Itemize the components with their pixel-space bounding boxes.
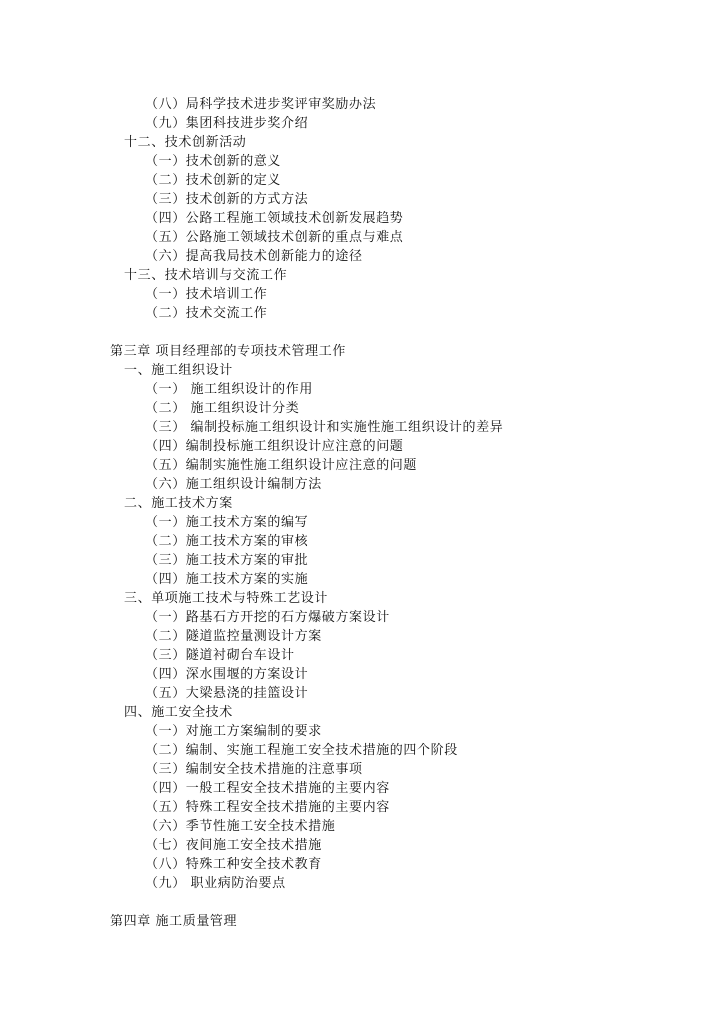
toc-entry: （五）编制实施性施工组织设计应注意的问题 — [145, 458, 418, 473]
chapter-heading: 第三章 项目经理部的专项技术管理工作 — [110, 344, 346, 359]
toc-entry: （六）施工组织设计编制方法 — [145, 477, 322, 492]
toc-entry: （五）大梁悬浇的挂篮设计 — [145, 686, 309, 701]
toc-section-heading: 三、单项施工技术与特殊工艺设计 — [124, 591, 329, 606]
toc-entry: （九）集团科技进步奖介绍 — [145, 116, 309, 131]
toc-entry: （八）局科学技术进步奖评审奖励办法 — [145, 97, 377, 112]
toc-entry: （九） 职业病防治要点 — [145, 876, 286, 891]
toc-section-heading: 十三、技术培训与交流工作 — [124, 268, 288, 283]
toc-entry: （一）技术培训工作 — [145, 287, 268, 302]
toc-entry: （四）一般工程安全技术措施的主要内容 — [145, 781, 390, 796]
chapter-heading: 第四章 施工质量管理 — [110, 914, 238, 929]
toc-entry: （四）公路工程施工领域技术创新发展趋势 — [145, 211, 404, 226]
toc-entry: （三） 编制投标施工组织设计和实施性施工组织设计的差异 — [145, 420, 504, 435]
toc-entry: （三）编制安全技术措施的注意事项 — [145, 762, 363, 777]
toc-section-heading: 二、施工技术方案 — [124, 496, 233, 511]
toc-section-heading: 一、施工组织设计 — [124, 363, 233, 378]
toc-entry: （二）隧道监控量测设计方案 — [145, 629, 322, 644]
toc-entry: （四）施工技术方案的实施 — [145, 572, 309, 587]
toc-entry: （四）深水围堰的方案设计 — [145, 667, 309, 682]
toc-entry: （二） 施工组织设计分类 — [145, 401, 300, 416]
toc-entry: （一）对施工方案编制的要求 — [145, 724, 322, 739]
toc-entry: （六）提高我局技术创新能力的途径 — [145, 249, 363, 264]
toc-entry: （六）季节性施工安全技术措施 — [145, 819, 336, 834]
toc-entry: （二）技术创新的定义 — [145, 173, 282, 188]
toc-entry: （一） 施工组织设计的作用 — [145, 382, 313, 397]
toc-entry: （八）特殊工种安全技术教育 — [145, 857, 322, 872]
toc-entry: （七）夜间施工安全技术措施 — [145, 838, 322, 853]
toc-entry: （二）技术交流工作 — [145, 306, 268, 321]
toc-entry: （一）施工技术方案的编写 — [145, 515, 309, 530]
toc-entry: （四）编制投标施工组织设计应注意的问题 — [145, 439, 404, 454]
toc-entry: （五）特殊工程安全技术措施的主要内容 — [145, 800, 390, 815]
toc-section-heading: 十二、技术创新活动 — [124, 135, 247, 150]
toc-entry: （二）编制、实施工程施工安全技术措施的四个阶段 — [145, 743, 458, 758]
toc-entry: （三）施工技术方案的审批 — [145, 553, 309, 568]
toc-entry: （五）公路施工领域技术创新的重点与难点 — [145, 230, 404, 245]
toc-entry: （三）技术创新的方式方法 — [145, 192, 309, 207]
toc-entry: （一）技术创新的意义 — [145, 154, 282, 169]
toc-section-heading: 四、施工安全技术 — [124, 705, 233, 720]
toc-entry: （三）隧道衬砌台车设计 — [145, 648, 295, 663]
toc-entry: （二）施工技术方案的审核 — [145, 534, 309, 549]
toc-entry: （一）路基石方开挖的石方爆破方案设计 — [145, 610, 390, 625]
